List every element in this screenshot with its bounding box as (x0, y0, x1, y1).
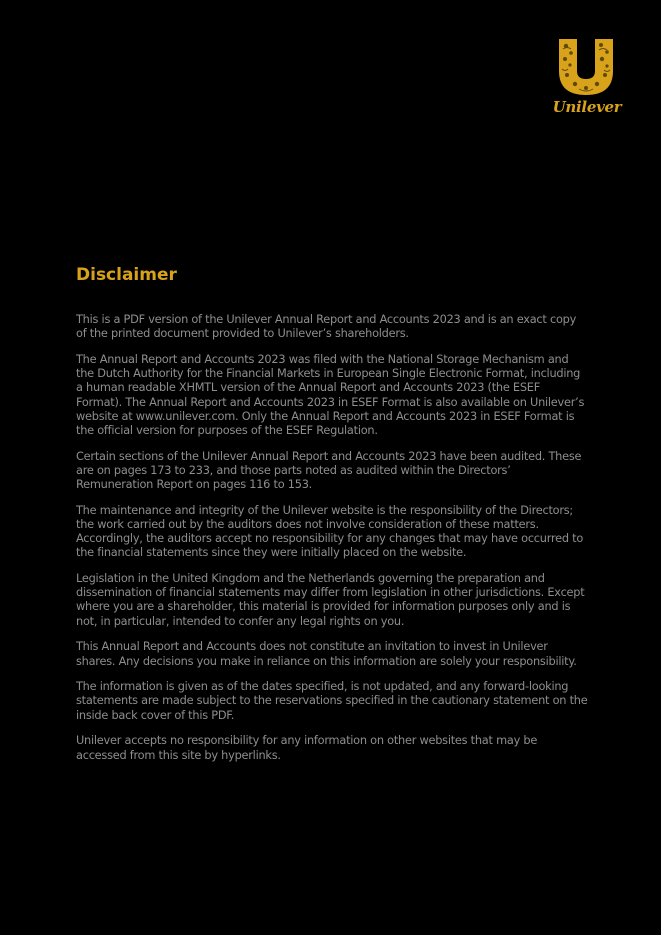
paragraph-website-maintenance: The maintenance and integrity of the Unilever website is the responsibility of the Directors; the work carried out by the auditors does not involve consideration of these matters. Accordingly, the auditors accept no responsibility for any changes that may have occurred to the financial statements since they were initially placed on the website. (76, 502, 584, 560)
unilever-u-icon (557, 37, 615, 97)
paragraph-audited-sections: Certain sections of the Unilever Annual Report and Accounts 2023 have been audited. These are on pages 173 to 233, and those parts noted as audited within the Directors’ Remuneration Report on pages 116 to 153. (76, 448, 582, 492)
unilever-wordmark: Unilever (552, 98, 622, 116)
paragraph-forward-looking: The information is given as of the dates specified, is not updated, and any forward-looking statements are made subject to the reservations specified in the cautionary statement on the inside back cover of this PDF. (76, 679, 588, 722)
paragraph-hyperlinks: Unilever accepts no responsibility for any information on other websites that may be accessed from this site by hyperlinks. (76, 733, 538, 762)
disclaimer-body (76, 312, 588, 773)
paragraph-esef-filing: The Annual Report and Accounts 2023 was filed with the National Storage Mechanism and the Dutch Authority for the Financial Markets in European Single Electronic Format, including a human readable XHMTL version of the Annual Report and Accounts 2023 (the ESEF Format). The Annual Report and Accounts 2023 in ESEF Format is also available on Unilever’s website at www.unilever.com. Only the Annual Report and Accounts 2023 in ESEF Format is the official version for purposes of the ESEF Regulation. (76, 351, 585, 437)
unilever-logo (551, 37, 623, 119)
paragraph-no-invitation: This Annual Report and Accounts does not constitute an invitation to invest in Unilever shares. Any decisions you make in reliance on this information are solely your responsibility. (76, 639, 577, 668)
paragraph-legislation: Legislation in the United Kingdom and the Netherlands governing the preparation and dissemination of financial statements may differ from legislation in other jurisdictions. Except where you are a shareholder, this material is provided for information purposes only and is not, in particular, intended to confer any legal rights on you. (76, 571, 585, 628)
paragraph-pdf-version: This is a PDF version of the Unilever Annual Report and Accounts 2023 and is an exact copy of the printed document provided to Unilever’s shareholders. (76, 312, 577, 341)
page-title: Disclaimer (76, 265, 177, 285)
